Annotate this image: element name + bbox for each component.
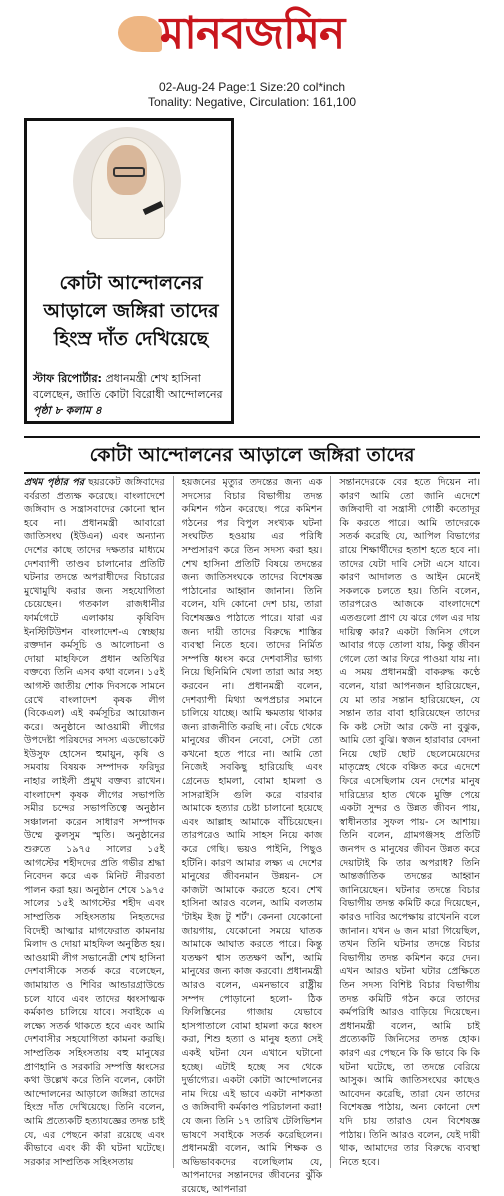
newspaper-name: মানবজমিন bbox=[159, 8, 345, 59]
clipping-meta-size: 02-Aug-24 Page:1 Size:20 col*inch bbox=[158, 80, 346, 94]
inside-headline: কোটা আন্দোলনের আড়ালে জঙ্গিরা তাদের bbox=[24, 436, 480, 474]
front-headline: কোটা আন্দোলনের আড়ালে জঙ্গিরা তাদের হিংস্র দাঁত দেখিয়েছে bbox=[43, 272, 219, 350]
portrait-photo bbox=[73, 127, 181, 235]
article-column-2 bbox=[181, 476, 323, 1195]
column-3-text: সন্তানদেরকে বের হতে দিয়েন না। কারণ আমি তো জানি এদেশে জঙ্গিবাদী বা সন্ত্রাসী গোষ্ঠী কতোদূর কি করতে পারে। আমি তাদেরকে সতর্ক করেছি যে, আপিল বিভাগের রায়ে শিক্ষার্থীদের হতাশ হতে হবে না। তাদের যেটা দাবি সেটা এসে যাবে। কারণ আদালত ও আইন মেনেই সকলকে চলতে হয়। তিনি বলেন, তারপরেও আজকে বাংলাদেশে এতগুলো প্রাণ যে ঝরে গেল এর দায় দায়িত্ব কার? একটা জিনিস গেলে আবার গড়ে তোলা যায়, কিন্তু জীবন গেলে তো আর ফিরে পাওয়া যায় না। এ সময় প্রধানমন্ত্রী বাকরুদ্ধ কণ্ঠে বলেন, যারা আপনজন হারিয়েছেন, যে মা তার সন্তান হারিয়েছেন, যে সন্তান তার বাবা হারিয়েছেন তাদের কি কষ্ট সেটা আর কেউ না বুঝুক, আমি তো বুঝি। স্বজন হারাবার বেদনা নিয়ে ছোট ছোট ছেলেমেয়েদের মাতৃস্নেহ থেকে বঞ্চিত করে এদেশে ফিরে এসেছিলাম যেন দেশের মানুষ দারিদ্র্যের হাত থেকে মুক্তি পেয়ে একটা সুন্দর ও উন্নত জীবন পায়, স্বাধীনতার সুফল পায়- সে আশায়। তিনি বলেন, গ্রামগঞ্জসহ প্রতিটি জনপদ ও মানুষের জীবন উন্নত করে দেয়াটাই কি তার অপরাধ? তিনি আন্তর্জাতিক তদন্তের আহ্বান জানিয়েছেন। ঘটনার তদন্তে বিচার বিভাগীয় তদন্ত কমিটি করে দিয়েছেন, কারও দাবির অপেক্ষায় রাখেননি বলে জানান। যখন ৬ জন মারা গিয়েছিল, তখন তিনি ঘটনার তদন্তে বিচার বিভাগীয় তদন্ত কমিশন করে দেন। এখন আরও ঘটনা ঘটার প্রেক্ষিতে তিন সদস্য বিশিষ্ট বিচার বিভাগীয় তদন্ত কমিটি গঠন করে তাদের কর্মপরিধি আরও বাড়িয়ে দিয়েছেন। প্রধানমন্ত্রী বলেন, আমি চাই প্রত্যেকটি জিনিসের তদন্ত হোক। কারণ এর পেছনে কি কি ভাবে কি কি ঘটনা ঘটেছে, তা তদন্তে বেরিয়ে আসুক। আমি জাতিসংঘের কাছেও আবেদন করেছি, তারা যেন তাদের বিশেষজ্ঞ পাঠায়, অন্য কোনো দেশ যদি চায় তারাও যেন বিশেষজ্ঞ পাঠায়। তিনি আরও বলেন, যেই দায়ী থাক, আমাদের তার বিরুদ্ধে ব্যবস্থা নিতে হবে। bbox=[339, 477, 481, 1168]
column-divider bbox=[330, 476, 331, 1168]
byline-text: প্রধানমন্ত্রী শেখ হাসিনা বলেছেন, জাতি কোটা বিরোধী আন্দোলনের bbox=[33, 372, 223, 401]
column-1-text: ছয়রকেট জঙ্গিবাদের বর্বরতা প্রত্যক্ষ করেছে। বাংলাদেশে জঙ্গিবাদ ও সন্ত্রাসবাদের কোনো স্থান হবে না। প্রধানমন্ত্রী আবারো জাতিসংঘ (ইউএন) এবং অন্যান্য দেশের কাছে তাদের দক্ষতার মাধ্যমে দেশব্যাপী তাণ্ডব চালানোর প্রতিটি ঘটনার তদন্তে অপরাধীদের বিচারের মুখোমুখি করার জন্য সহযোগিতা চেয়েছেন। গতকাল রাজধানীর ফার্মগেটে এলাকায় কৃষিবিদ ইনস্টিটিউশন বাংলাদেশ-এ স্বেচ্ছায় রক্তদান কর্মসূচি ও আলোচনা ও দোয়া মাহফিলে প্রধান অতিথির বক্তব্যে তিনি এসব কথা বলেন। ১৫ই আগস্ট জাতীয় শোক দিবসকে সামনে রেখে বাংলাদেশ কৃষক লীগ (বিকেএল) এই কর্মসূচির আয়োজন করে। অনুষ্ঠানে আওয়ামী লীগের উপদেষ্টা পরিষদের সদস্য এডভোকেট ইউসুফ হোসেন হুমায়ুন, কৃষি ও সমবায় বিষয়ক সম্পাদক ফরিদুর নাহার লাইলী প্রমুখ বক্তব্য রাখেন। বাংলাদেশ কৃষক লীগের সভাপতি সমীর চন্দের সভাপতিত্বে অনুষ্ঠান সঞ্চালনা করেন সাধারণ সম্পাদক উম্মে কুলসুম স্মৃতি। অনুষ্ঠানের শুরুতে ১৯৭৫ সালের ১৫ই আগস্টের শহীদদের প্রতি গভীর শ্রদ্ধা নিবেদন করে এক মিনিট নীরবতা পালন করা হয়। অনুষ্ঠান শেষে ১৯৭৫ সালের ১৫ই আগস্টের শহীদ এবং সাম্প্রতিক সহিংসতায় নিহতদের বিদেহী আত্মার মাগফেরাত কামনায় মিলাদ ও দোয়া মাহফিল অনুষ্ঠিত হয়। আওয়ামী লীগ সভানেত্রী শেখ হাসিনা দেশবাসীকে সতর্ক করে বলেছেন, জামায়াত ও শিবির আন্ডারগ্রাউন্ডে চলে যাবে এবং তাদের ধ্বংসাত্মক কর্মকাণ্ড চালিয়ে যাবে। সবাইকে এ লক্ষ্যে সতর্ক থাকতে হবে এবং আমি দেশবাসীর সহযোগিতা কামনা করছি। সাম্প্রতিক সহিংসতায় বহু মানুষের প্রাণহানি ও সরকারি সম্পত্তি ধ্বংসের কথা উল্লেখ করে তিনি বলেন, কোটা আন্দোলনের আড়ালে জঙ্গিরা তাদের হিংস্র দাঁত দেখিয়েছে। তিনি বলেন, আমি প্রত্যেকটি হত্যাযজ্ঞের তদন্ত চাই যে, এর পেছনে কারা রয়েছে এবং কীভাবে এবং কী কী ঘটনা ঘটেছে। সরকার সাম্প্রতিক সহিংসতায় bbox=[24, 477, 165, 1168]
continued-reference: পৃষ্ঠা ৮ কলাম ৪ bbox=[33, 404, 102, 417]
article-column-1 bbox=[24, 476, 165, 1168]
column-divider bbox=[173, 476, 174, 1168]
masthead bbox=[0, 0, 504, 78]
clipping-meta-tonality: Tonality: Negative, Circulation: 161,100 bbox=[147, 95, 357, 109]
article-column-3 bbox=[339, 476, 480, 1168]
byline-label: স্টাফ রিপোর্টার: bbox=[33, 372, 102, 385]
continued-from-label: প্রথম পৃষ্ঠার পর bbox=[24, 477, 85, 488]
column-2-text: হয়জনের মৃত্যুর তদন্তের জন্য এক সদস্যের বিচার বিভাগীয় তদন্ত কমিশন গঠন করেছে। পরে কমিশন গঠনের পর বিপুল সংখ্যক ঘটনা সংঘটিত হওয়ায় এর পরিধি সম্প্রসারণ করে তিন সদস্য করা হয়। শেখ হাসিনা প্রতিটি বিষয়ে তদন্তের জন্য জাতিসংঘকে তাদের বিশেষজ্ঞ পাঠানোর আহ্বান জানান। তিনি বলেন, যদি কোনো দেশ চায়, তারা বিশেষজ্ঞও পাঠাতে পারে। যারা এর জন্য দায়ী তাদের বিরুদ্ধে শাস্তির ব্যবস্থা নিতে হবে। তাদের নির্মিত সম্পত্তি ধ্বংস করে দেশবাসীর ভাগ্য নিয়ে ছিনিমিনি খেলা তারা আর সহ্য করবেন না। প্রধানমন্ত্রী বলেন, দেশব্যাপী মিথ্যা অপপ্রচার সমানে চালিয়ে যাচ্ছে। আমি ক্ষমতায় থাকার জন্য রাজনীতি করছি না। বেঁচে থেকে মানুষের জীবন নেবো, সেটা তো কখনো হতে পারে না। আমি তো নিজেই সবকিছু হারিয়েছি এবং গ্রেনেড হামলা, বোমা হামলা ও সাসরাইসি গুলি করে বারবার আমাকে হত্যার চেষ্টা চালানো হয়েছে এবং আল্লাহ আমাকে বাঁচিয়েছেন। তারপরেও আমি সাহস নিয়ে কাজ করে গেছি। ভয়ও পাইনি, পিছুও হটিনি। কারণ আমার লক্ষ্য এ দেশের মানুষের জীবনমান উন্নয়ন- সে কাজটা আমাকে করতে হবে। শেখ হাসিনা আরও বলেন, আমি বলতাম 'টাইম ইজ টু শর্ট'। কেননা যেকোনো জায়গায়, যেকোনো সময়ে ঘাতক আমাকে আঘাত করতে পারে। কিন্তু যতক্ষণ শ্বাস ততক্ষণ আঁশ, আমি মানুষের জন্য কাজ করবো। প্রধানমন্ত্রী আরও বলেন, এমনভাবে রাষ্ট্রীয় সম্পদ পোড়ানো হলো- ঠিক ফিলিস্তিনের গাজায় যেভাবে হাসপাতালে বোমা হামলা করে ধ্বংস করা, শিশু হত্যা ও মানুষ হত্যা সেই একই ঘটনা যেন এখানে ঘটানো হচ্ছে। এটাই হচ্ছে সব থেকে দুর্ভাগ্যের। একটা কোটা আন্দোলনের নাম দিয়ে এই ভাবে একটা নাশকতা ও জঙ্গিবাদী কর্মকাণ্ড পরিচালনা করা! যে জন্য তিনি ১৭ তারিখ টেলিভিশন ভাষণে সবাইকে সতর্ক করেছিলেন। প্রধানমন্ত্রী বলেন, আমি শিক্ষক ও অভিভাবকদের বলেছিলাম যে, আপনাদের সন্তানদের জীবনের ঝুঁকি রয়েছে, আপনারা bbox=[181, 477, 323, 1195]
front-page-clipping bbox=[24, 118, 234, 424]
front-byline bbox=[33, 371, 229, 419]
article-body bbox=[24, 476, 481, 1195]
